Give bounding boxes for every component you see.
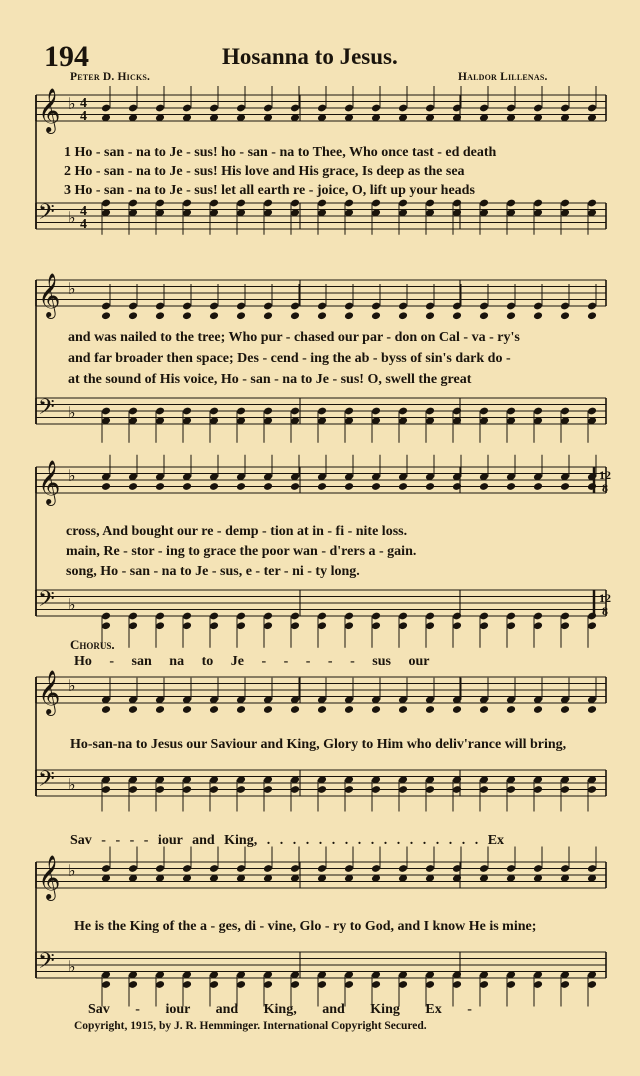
time-signature: 4 — [80, 217, 87, 232]
flat-sign: ♭ — [68, 957, 76, 976]
flat-sign: ♭ — [68, 676, 76, 695]
time-signature: 12 — [599, 591, 611, 605]
note-head — [479, 705, 489, 714]
note-head — [587, 482, 597, 491]
lyric-verse-1: cross, And bought our re - demp - tion at in - fi - nite loss. — [66, 524, 408, 539]
note-head — [425, 311, 435, 320]
note-head — [290, 311, 300, 320]
treble-clef: 𝄞 — [38, 273, 61, 317]
lyric-verse-2: 2 Ho - san - na to Je - sus! His love and His grace, Is deep as the sea — [64, 164, 465, 179]
note-head — [452, 311, 462, 320]
chorus-bass-lyric: Sav - - - - iour and King, . . . . . . . . . . . . . . . . . Ex — [70, 833, 505, 848]
note-head — [182, 482, 192, 491]
note-head — [506, 482, 516, 491]
note-head — [317, 311, 327, 320]
note-head — [101, 482, 111, 491]
time-signature: 4 — [80, 204, 87, 219]
lyric-verse-3: 3 Ho - san - na to Je - sus! let all earth re - joice, O, lift up your heads — [64, 183, 475, 198]
note-head — [587, 311, 597, 320]
note-head — [533, 705, 543, 714]
time-signature: 4 — [80, 96, 87, 111]
bass-clef: 𝄢 — [38, 587, 55, 617]
copyright-notice: Copyright, 1915, by J. R. Hemminger. International Copyright Secured. — [74, 1020, 427, 1032]
bass-clef: 𝄢 — [38, 949, 55, 979]
note-head — [371, 705, 381, 714]
time-signature: 8 — [602, 481, 608, 495]
note-head — [128, 482, 138, 491]
bass-clef: 𝄢 — [38, 200, 55, 230]
note-head — [560, 311, 570, 320]
note-head — [533, 482, 543, 491]
flat-sign: ♭ — [68, 94, 76, 113]
chorus-soprano-lyric: Ho-san-na to Jesus our Saviour and King, Glory to Him who deliv'rance will bring, — [70, 737, 567, 752]
bass-clef: 𝄢 — [38, 767, 55, 797]
note-head — [479, 311, 489, 320]
note-head — [506, 705, 516, 714]
note-head — [209, 705, 219, 714]
note-head — [344, 311, 354, 320]
flat-sign: ♭ — [68, 861, 76, 880]
time-signature: 12 — [599, 468, 611, 482]
note-head — [155, 482, 165, 491]
note-head — [398, 311, 408, 320]
treble-clef: 𝄞 — [38, 460, 61, 504]
time-signature: 4 — [80, 109, 87, 124]
flat-sign: ♭ — [68, 208, 76, 227]
note-head — [101, 311, 111, 320]
note-head — [236, 705, 246, 714]
hymn-number: 194 — [44, 40, 89, 73]
note-head — [101, 705, 111, 714]
note-head — [560, 705, 570, 714]
note-head — [155, 311, 165, 320]
hymn-title: Hosanna to Jesus. — [222, 44, 398, 69]
note-head — [317, 705, 327, 714]
note-head — [479, 482, 489, 491]
flat-sign: ♭ — [68, 403, 76, 422]
note-head — [398, 482, 408, 491]
author-credit: Peter D. Hicks. — [70, 71, 151, 83]
note-head — [263, 705, 273, 714]
note-head — [182, 311, 192, 320]
note-head — [290, 705, 300, 714]
note-head — [317, 482, 327, 491]
note-head — [425, 705, 435, 714]
chorus-soprano-lyric: He is the King of the a - ges, di - vine, Glo - ry to God, and I know He is mine; — [74, 919, 537, 934]
lyric-verse-2: main, Re - stor - ing to grace the poor wan - d'rers a - gain. — [66, 544, 417, 559]
note-head — [344, 482, 354, 491]
note-head — [371, 482, 381, 491]
note-head — [425, 482, 435, 491]
lyric-verse-2: and far broader then space; Des - cend - ing the ab - byss of sin's dark do - — [68, 351, 511, 366]
note-head — [209, 311, 219, 320]
treble-clef: 𝄞 — [38, 670, 61, 714]
note-head — [371, 311, 381, 320]
note-head — [236, 311, 246, 320]
chorus-bass-lyric: Sav - iour and King, and King Ex - — [88, 1002, 472, 1017]
flat-sign: ♭ — [68, 279, 76, 298]
lyric-verse-1: 1 Ho - san - na to Je - sus! ho - san - na to Thee, Who once tast - ed death — [64, 145, 497, 160]
note-head — [290, 482, 300, 491]
note-head — [263, 482, 273, 491]
note-head — [587, 705, 597, 714]
note-head — [236, 482, 246, 491]
flat-sign: ♭ — [68, 466, 76, 485]
flat-sign: ♭ — [68, 775, 76, 794]
note-head — [263, 311, 273, 320]
lyric-verse-3: at the sound of His voice, Ho - san - na to Je - sus! O, swell the great — [68, 372, 472, 387]
lyric-verse-3: song, Ho - san - na to Je - sus, e - ter - ni - ty long. — [66, 564, 360, 579]
note-head — [128, 311, 138, 320]
note-head — [128, 705, 138, 714]
note-head — [506, 311, 516, 320]
treble-clef: 𝄞 — [38, 88, 61, 132]
lyric-verse-1: and was nailed to the tree; Who pur - chased our par - don on Cal - va - ry's — [68, 330, 520, 345]
note-head — [560, 482, 570, 491]
note-head — [452, 705, 462, 714]
note-head — [398, 705, 408, 714]
note-head — [344, 705, 354, 714]
note-head — [533, 311, 543, 320]
flat-sign: ♭ — [68, 595, 76, 614]
treble-clef: 𝄞 — [38, 855, 61, 899]
note-head — [182, 705, 192, 714]
composer-credit: Haldor Lillenas. — [458, 71, 548, 83]
chorus-alto-lyric: Ho - san na to Je - - - - - sus our — [74, 654, 430, 669]
bass-clef: 𝄢 — [38, 395, 55, 425]
chorus-label: Chorus. — [70, 637, 115, 652]
note-head — [209, 482, 219, 491]
time-signature: 8 — [602, 604, 608, 618]
note-head — [155, 705, 165, 714]
